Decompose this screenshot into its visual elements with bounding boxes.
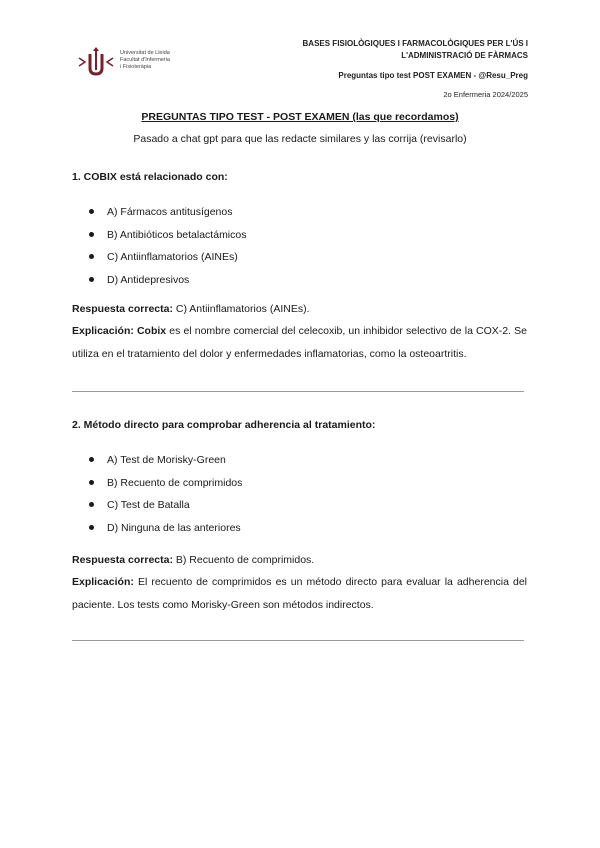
explanation-term: Cobix xyxy=(136,325,167,337)
answer-text: B) Recuento de comprimidos. xyxy=(175,554,315,566)
logo-line: Universitat de Lleida xyxy=(120,50,170,56)
university-logo xyxy=(76,42,186,82)
question-1-options xyxy=(72,204,246,294)
option-item: B) Recuento de comprimidos xyxy=(72,475,242,498)
course-line-2: L'ADMINISTRACIÓ DE FÀRMACS xyxy=(401,51,528,60)
course-line-1: BASES FISIOLÒGIQUES I FARMACOLÒGIQUES PER L'ÚS I xyxy=(302,39,528,48)
option-item: A) Test de Morisky-Green xyxy=(72,452,242,475)
answer-label: Respuesta correcta: xyxy=(72,303,173,315)
answer-text: C) Antiinflamatorios (AINEs). xyxy=(175,303,310,315)
question-2-title: 2. Método directo para comprobar adherencia al tratamiento: xyxy=(72,419,376,431)
logo-line: i Fisioteràpia xyxy=(120,64,152,70)
page-title: PREGUNTAS TIPO TEST - POST EXAMEN (las que recordamos) xyxy=(141,111,459,123)
question-2-explanation xyxy=(72,571,527,617)
logo-line: Facultat d'Infermeria xyxy=(120,57,170,63)
option-item: C) Antiinflamatorios (AINEs) xyxy=(72,249,246,272)
question-1-answer xyxy=(72,303,310,315)
explanation-label: Explicación: xyxy=(72,576,134,588)
option-item: C) Test de Batalla xyxy=(72,497,242,520)
answer-label: Respuesta correcta: xyxy=(72,554,173,566)
explanation-label: Explicación: xyxy=(72,325,134,337)
option-item: A) Fármacos antitusígenos xyxy=(72,204,246,227)
university-crest-icon xyxy=(76,42,116,82)
course-title xyxy=(303,38,528,62)
option-item: B) Antibióticos betalactámicos xyxy=(72,227,246,250)
question-1-title: 1. COBIX está relacionado con: xyxy=(72,171,228,183)
option-item: D) Antidepresivos xyxy=(72,272,246,295)
explanation-text: es el nombre comercial del celecoxib, un inhibidor selectivo de la COX-2. Se utiliza en el tratamiento del dolor y enfermedades inflamatorias, como la osteoartritis. xyxy=(72,325,527,360)
section-divider xyxy=(72,640,524,641)
question-1-explanation xyxy=(72,320,527,366)
year-line: 2o Enfermeria 2024/2025 xyxy=(443,90,528,99)
section-divider xyxy=(72,391,524,392)
page-subtitle: Pasado a chat gpt para que las redacte similares y las corrija (revisarlo) xyxy=(133,133,467,145)
option-item: D) Ninguna de las anteriores xyxy=(72,520,242,543)
question-2-options xyxy=(72,452,242,542)
exam-line: Preguntas tipo test POST EXAMEN - @Resu_Preg xyxy=(338,71,528,80)
question-2-answer xyxy=(72,554,314,566)
explanation-text: El recuento de comprimidos es un método directo para evaluar la adherencia del paciente. Los tests como Morisky-Green son métodos indirectos. xyxy=(72,576,527,611)
